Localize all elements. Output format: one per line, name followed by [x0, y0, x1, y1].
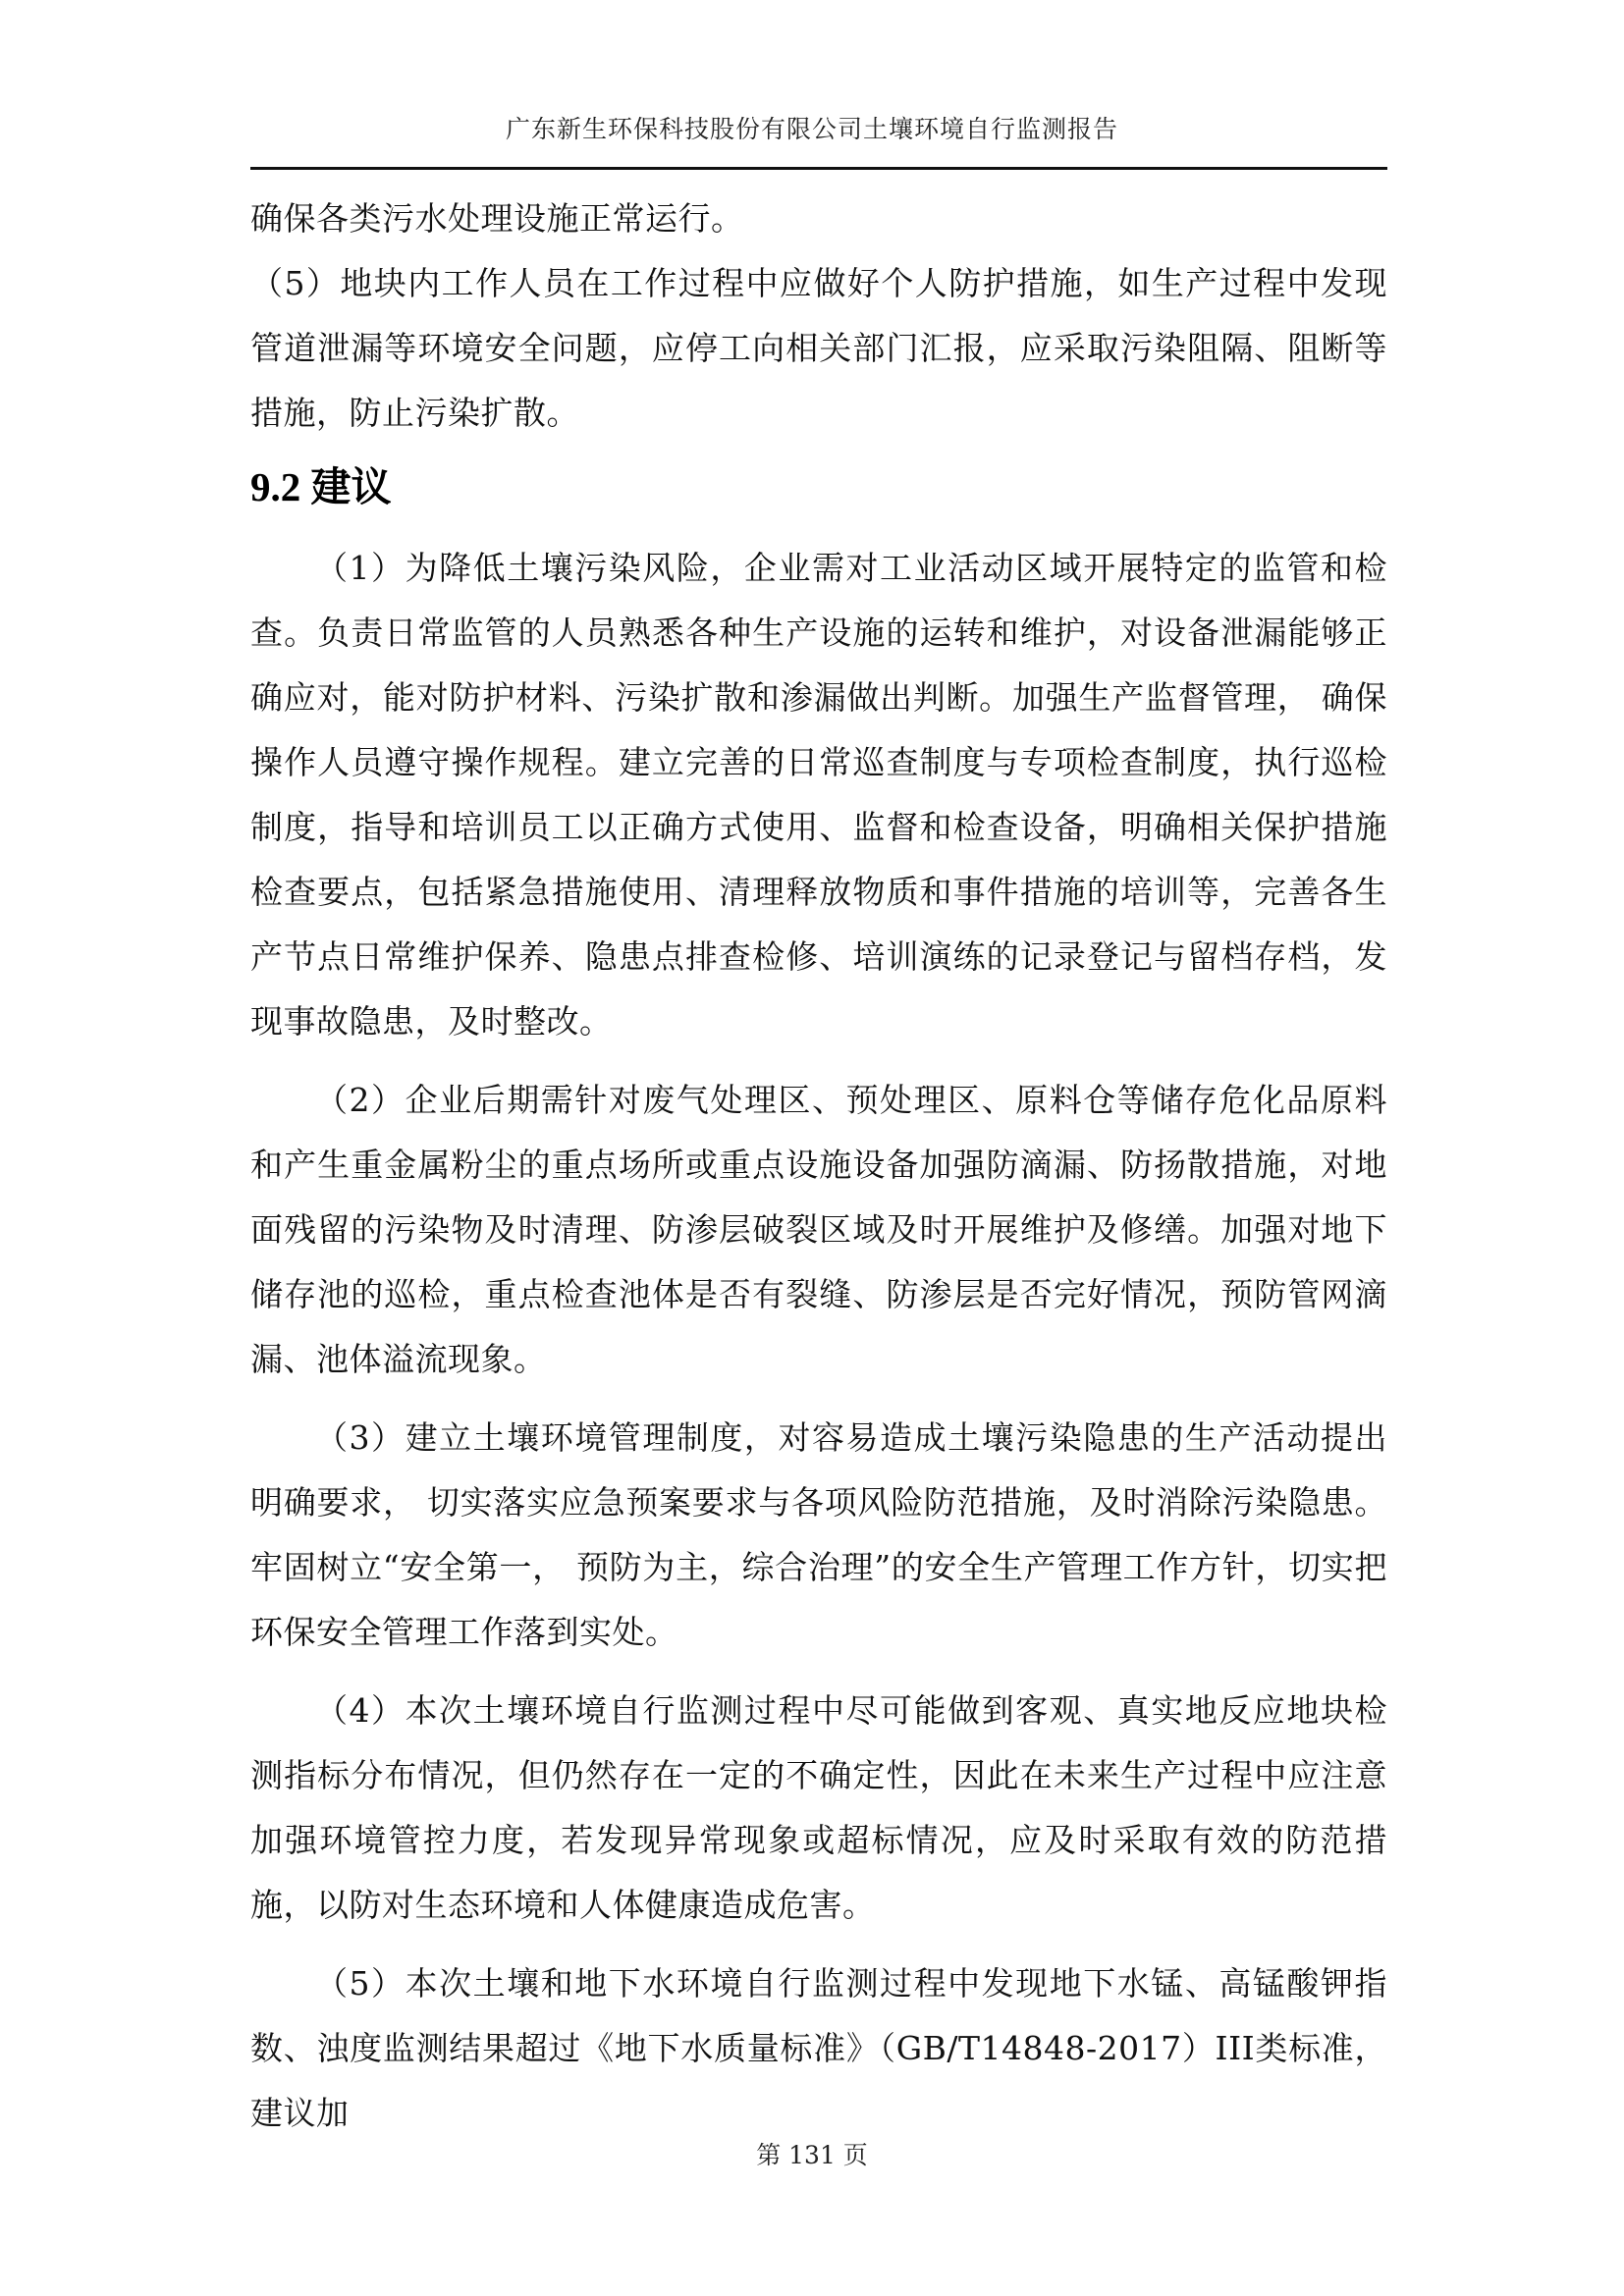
document-body — [250, 187, 1387, 2146]
page-header-title: 广东新生环保科技股份有限公司土壤环境自行监测报告 — [505, 115, 1118, 143]
suggestion-item-2: （2）企业后期需针对废气处理区、预处理区、原料仓等储存危化品原料和产生重金属粉尘的重点场所或重点设施设备加强防滴漏、防扬散措施，对地面残留的污染物及时清理、防渗层破裂区域及时开展维护及修缮。加强对地下储存池的巡检，重点检查池体是否有裂缝、防渗层是否完好情况，预防管网滴漏、池体溢流现象。 — [250, 1081, 1387, 1378]
measure-item-5: （5）地块内工作人员在工作过程中应做好个人防护措施，如生产过程中发现管道泄漏等环境安全问题，应停工向相关部门汇报，应采取污染阻隔、阻断等措施，防止污染扩散。 — [250, 264, 1387, 432]
header-divider — [250, 167, 1387, 170]
continuation-paragraph: 确保各类污水处理设施正常运行。 — [250, 199, 744, 238]
suggestion-item-5: （5）本次土壤和地下水环境自行监测过程中发现地下水锰、高锰酸钾指数、浊度监测结果超过《地下水质量标准》（GB/T14848-2017）III类标准，建议加 — [250, 1964, 1387, 2132]
suggestion-item-1: （1）为降低土壤污染风险，企业需对工业活动区域开展特定的监管和检查。负责日常监管的人员熟悉各种生产设施的运转和维护，对设备泄漏能够正确应对，能对防护材料、污染扩散和渗漏做出判断。加强生产监督管理， 确保操作人员遵守操作规程。建立完善的日常巡查制度与专项检查制度，执行巡检制度，指导和培训员工以正确方式使用、监督和检查设备，明确相关保护措施检查要点，包括紧急措施使用、清理释放物质和事件措施的培训等，完善各生产节点日常维护保养、隐患点排查检修、培训演练的记录登记与留档存档，发现事故隐患，及时整改。 — [250, 549, 1387, 1041]
section-heading-9-2: 9.2 建议 — [250, 464, 392, 509]
suggestion-item-4: （4）本次土壤环境自行监测过程中尽可能做到客观、真实地反应地块检测指标分布情况，但仍然存在一定的不确定性，因此在未来生产过程中应注意加强环境管控力度，若发现异常现象或超标情况，应及时采取有效的防范措施，以防对生态环境和人体健康造成危害。 — [250, 1691, 1387, 1924]
suggestion-item-3: （3）建立土壤环境管理制度，对容易造成土壤污染隐患的生产活动提出明确要求， 切实落实应急预案要求与各项风险防范措施，及时消除污染隐患。牢固树立“安全第一， 预防为主，综合治理”的安全生产管理工作方针，切实把环保安全管理工作落到实处。 — [250, 1418, 1387, 1651]
page-number: 第 131 页 — [756, 2141, 868, 2169]
